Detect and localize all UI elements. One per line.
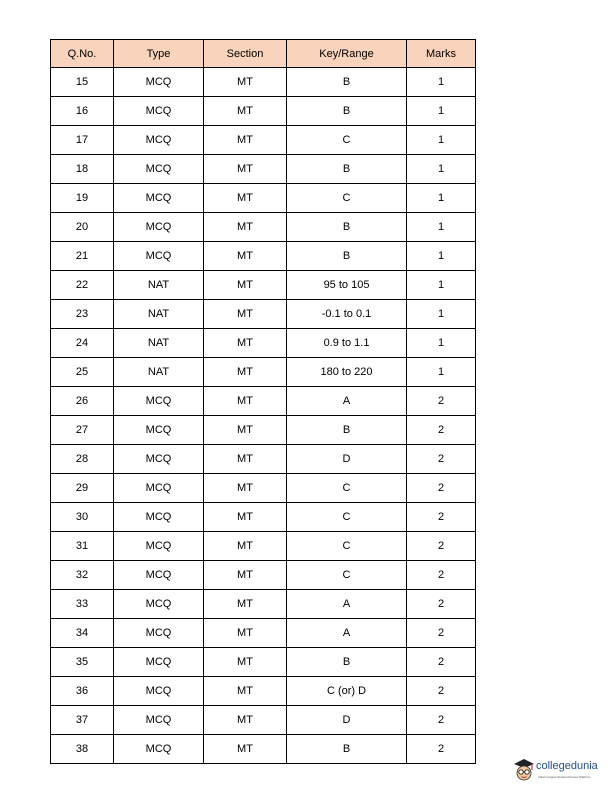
cell-marks: 2 [407,677,476,706]
cell-marks: 1 [407,329,476,358]
header-key-range: Key/Range [287,40,407,68]
cell-marks: 1 [407,126,476,155]
cell-section: MT [204,445,287,474]
cell-type: MCQ [114,184,204,213]
cell-type: MCQ [114,387,204,416]
cell-marks: 2 [407,619,476,648]
cell-key-range: C [287,126,407,155]
cell-marks: 2 [407,532,476,561]
cell-type: MCQ [114,416,204,445]
answer-key-table [50,39,476,764]
brand-name: collegedunia [536,760,598,772]
cell-type: NAT [114,358,204,387]
cell-key-range: D [287,706,407,735]
cell-marks: 2 [407,561,476,590]
cell-qno: 25 [51,358,114,387]
table-row [51,416,476,445]
cell-key-range: B [287,97,407,126]
table-row [51,561,476,590]
cell-key-range: B [287,416,407,445]
table-row [51,271,476,300]
brand-tagline: India's largest Student Review Platform [538,775,591,779]
cell-section: MT [204,619,287,648]
table-header-row [51,40,476,68]
cell-marks: 2 [407,387,476,416]
cell-qno: 34 [51,619,114,648]
table-row [51,242,476,271]
cell-qno: 37 [51,706,114,735]
cell-type: NAT [114,271,204,300]
cell-section: MT [204,184,287,213]
cell-type: MCQ [114,706,204,735]
cell-marks: 1 [407,184,476,213]
cell-section: MT [204,213,287,242]
cell-key-range: 95 to 105 [287,271,407,300]
table-row [51,213,476,242]
cell-section: MT [204,329,287,358]
cell-qno: 36 [51,677,114,706]
cell-section: MT [204,358,287,387]
cell-marks: 1 [407,213,476,242]
cell-type: MCQ [114,126,204,155]
cell-key-range: C [287,474,407,503]
cell-type: MCQ [114,445,204,474]
cell-type: MCQ [114,677,204,706]
cell-qno: 18 [51,155,114,184]
cell-qno: 16 [51,97,114,126]
cell-marks: 1 [407,358,476,387]
cell-section: MT [204,387,287,416]
cell-section: MT [204,300,287,329]
header-section: Section [204,40,287,68]
header-qno: Q.No. [51,40,114,68]
graduate-mascot-icon [512,757,536,783]
cell-marks: 2 [407,648,476,677]
table-row [51,590,476,619]
table-row [51,619,476,648]
cell-type: MCQ [114,561,204,590]
cell-qno: 35 [51,648,114,677]
cell-key-range: B [287,735,407,764]
cell-qno: 15 [51,68,114,97]
table-row [51,387,476,416]
collegedunia-logo [512,757,612,787]
table-body [51,68,476,764]
cell-marks: 2 [407,706,476,735]
cell-key-range: D [287,445,407,474]
table-row [51,126,476,155]
cell-qno: 23 [51,300,114,329]
cell-type: MCQ [114,474,204,503]
cell-key-range: B [287,242,407,271]
cell-qno: 29 [51,474,114,503]
table-row [51,184,476,213]
header-type: Type [114,40,204,68]
cell-qno: 31 [51,532,114,561]
table-row [51,329,476,358]
cell-section: MT [204,416,287,445]
cell-type: MCQ [114,503,204,532]
cell-marks: 1 [407,68,476,97]
cell-section: MT [204,648,287,677]
cell-type: NAT [114,300,204,329]
cell-section: MT [204,271,287,300]
cell-marks: 1 [407,97,476,126]
table-row [51,648,476,677]
cell-qno: 19 [51,184,114,213]
cell-marks: 1 [407,300,476,329]
cell-qno: 28 [51,445,114,474]
cell-marks: 2 [407,503,476,532]
header-marks: Marks [407,40,476,68]
cell-key-range: A [287,387,407,416]
cell-section: MT [204,68,287,97]
table-row [51,677,476,706]
table-row [51,358,476,387]
cell-type: MCQ [114,97,204,126]
cell-key-range: C [287,503,407,532]
cell-key-range: B [287,155,407,184]
cell-key-range: A [287,619,407,648]
cell-type: MCQ [114,213,204,242]
cell-section: MT [204,474,287,503]
cell-qno: 17 [51,126,114,155]
cell-type: MCQ [114,619,204,648]
cell-qno: 22 [51,271,114,300]
cell-marks: 2 [407,735,476,764]
cell-key-range: C [287,184,407,213]
cell-marks: 2 [407,590,476,619]
table-row [51,503,476,532]
cell-key-range: 180 to 220 [287,358,407,387]
cell-key-range: C [287,532,407,561]
cell-type: NAT [114,329,204,358]
cell-qno: 26 [51,387,114,416]
table-row [51,445,476,474]
cell-key-range: C (or) D [287,677,407,706]
cell-type: MCQ [114,68,204,97]
cell-key-range: B [287,68,407,97]
table-row [51,706,476,735]
cell-qno: 38 [51,735,114,764]
cell-marks: 1 [407,242,476,271]
cell-type: MCQ [114,735,204,764]
cell-key-range: B [287,213,407,242]
cell-key-range: B [287,648,407,677]
table-row [51,97,476,126]
cell-type: MCQ [114,155,204,184]
cell-section: MT [204,532,287,561]
cell-section: MT [204,677,287,706]
cell-qno: 33 [51,590,114,619]
cell-qno: 27 [51,416,114,445]
cell-section: MT [204,242,287,271]
cell-section: MT [204,503,287,532]
cell-marks: 1 [407,271,476,300]
cell-marks: 2 [407,416,476,445]
table-row [51,68,476,97]
cell-section: MT [204,155,287,184]
table-row [51,532,476,561]
cell-key-range: C [287,561,407,590]
cell-qno: 20 [51,213,114,242]
cell-marks: 2 [407,474,476,503]
cell-qno: 32 [51,561,114,590]
table-row [51,474,476,503]
cell-qno: 30 [51,503,114,532]
cell-section: MT [204,735,287,764]
cell-key-range: 0.9 to 1.1 [287,329,407,358]
table-row [51,300,476,329]
cell-qno: 21 [51,242,114,271]
cell-type: MCQ [114,242,204,271]
cell-marks: 1 [407,155,476,184]
cell-marks: 2 [407,445,476,474]
cell-qno: 24 [51,329,114,358]
cell-type: MCQ [114,532,204,561]
cell-section: MT [204,706,287,735]
cell-key-range: A [287,590,407,619]
table-row [51,155,476,184]
table-row [51,735,476,764]
cell-section: MT [204,97,287,126]
cell-type: MCQ [114,648,204,677]
cell-section: MT [204,561,287,590]
cell-key-range: -0.1 to 0.1 [287,300,407,329]
cell-section: MT [204,590,287,619]
cell-type: MCQ [114,590,204,619]
cell-section: MT [204,126,287,155]
